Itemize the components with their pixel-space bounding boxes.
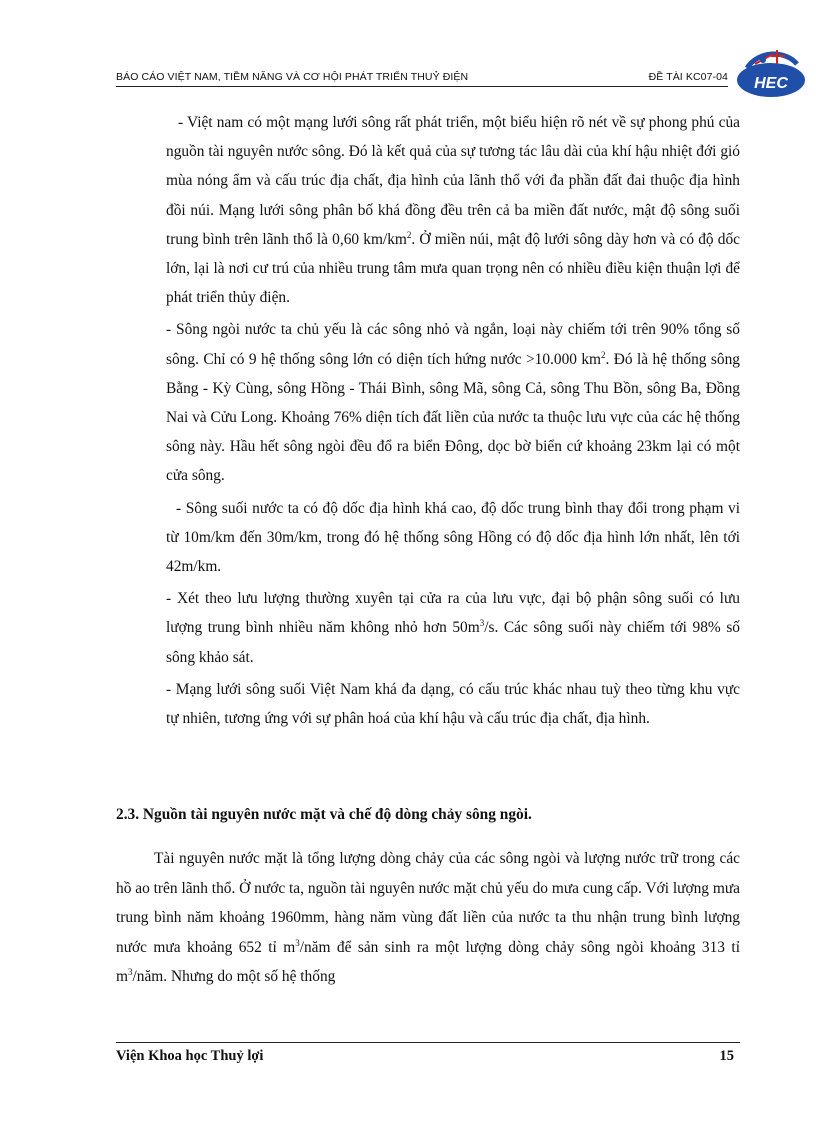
bullet-slope: - Sông suối nước ta có độ dốc địa hình khá cao, độ dốc trung bình thay đổi trong phạm vi từ 10m/km đến 30m/km, trong đó hệ thống sông Hồng có độ dốc địa hình lớn nhất, lên tới 42m/km. — [166, 499, 740, 576]
page-header — [116, 66, 728, 87]
header-report-title: BÁO CÁO VIỆT NAM, TIỀM NĂNG VÀ CƠ HỘI PHÁT TRIỂN THUỶ ĐIỆN — [116, 71, 469, 83]
section-heading: 2.3. Nguồn tài nguyên nước mặt và chế độ dòng chảy sông ngòi. — [116, 806, 532, 823]
section-paragraph: Tài nguyên nước mặt là tổng lượng dòng chảy của các sông ngòi và lượng nước trữ trong các hồ ao trên lãnh thổ. Ở nước ta, nguồn tài nguyên nước mặt chủ yếu do mưa cung cấp. Với lượng mưa trung bình năm khoảng 1960mm, hàng năm vùng đất liền của nước ta thu nhận trung bình lượng nước mưa khoảng 652 tỉ $m^3$/năm để sản sinh ra một lượng dòng chảy sông ngòi khoảng 313 tỉ $m^3$/năm. Nhưng do một số hệ thống — [116, 850, 740, 985]
page-number: 15 — [719, 1048, 734, 1064]
main-content — [116, 108, 740, 736]
bullet-discharge: - Xét theo lưu lượng thường xuyên tại cửa ra của lưu vực, đại bộ phận sông suối có lưu lượng trung bình nhiều năm không nhỏ hơn $50m^3/s$. Các sông suối này chiếm tới 98% số sông khảo sát. — [166, 590, 741, 666]
header-project-code: ĐỀ TÀI KC07-04 — [648, 71, 728, 83]
svg-text:HEC: HEC — [754, 75, 788, 92]
bullet-small-rivers: - Sông ngòi nước ta chủ yếu là các sông nhỏ và ngắn, loại này chiếm tới trên 90% tổng số sông. Chỉ có 9 hệ thống sông lớn có diện tích hứng nước >10.000 $km^2$. Đó là hệ thống sông Bằng - Kỳ Cùng, sông Hồng - Thái Bình, sông Mã, sông Cả, sông Thu Bồn, sông Ba, Đồng Nai và Cửu Long. Khoảng 76% diện tích đất liền của nước ta thuộc lưu vực của các hệ thống sông này. Hầu hết sông ngòi đều đổ ra biển Đông, dọc bờ biển cứ khoảng 23km lại có một cửa sông. — [166, 321, 740, 485]
hec-logo — [733, 46, 809, 102]
bullet-diversity: - Mạng lưới sông suối Việt Nam khá đa dạng, có cấu trúc khác nhau tuỳ theo từng khu vực tự nhiên, tương ứng với sự phân hoá của khí hậu và cấu trúc địa chất, địa hình. — [166, 680, 740, 728]
footer-institution: Viện Khoa học Thuỷ lợi — [116, 1048, 264, 1064]
bullet-river-network: - Việt nam có một mạng lưới sông rất phát triển, một biểu hiện rõ nét về sự phong phú của nguồn tài nguyên nước sông. Đó là kết quả của sự tương tác lâu dài của khí hậu nhiệt đới gió mùa nóng ẩm và cấu trúc địa chất, địa hình của lãnh thổ với đa phần đất đai thuộc địa hình đồi núi. Mạng lưới sông phân bố khá đồng đều trên cả ba miền đất nước, mật độ sông suối trung bình trên lãnh thổ là 0,60 $km/km^2$. Ở miền núi, mật độ lưới sông dày hơn và có độ dốc lớn, lại là nơi cư trú của nhiều trung tâm mưa quan trọng nên có nhiều điều kiện thuận lợi để phát triển thủy điện. — [166, 114, 740, 307]
page-footer — [116, 1042, 740, 1067]
